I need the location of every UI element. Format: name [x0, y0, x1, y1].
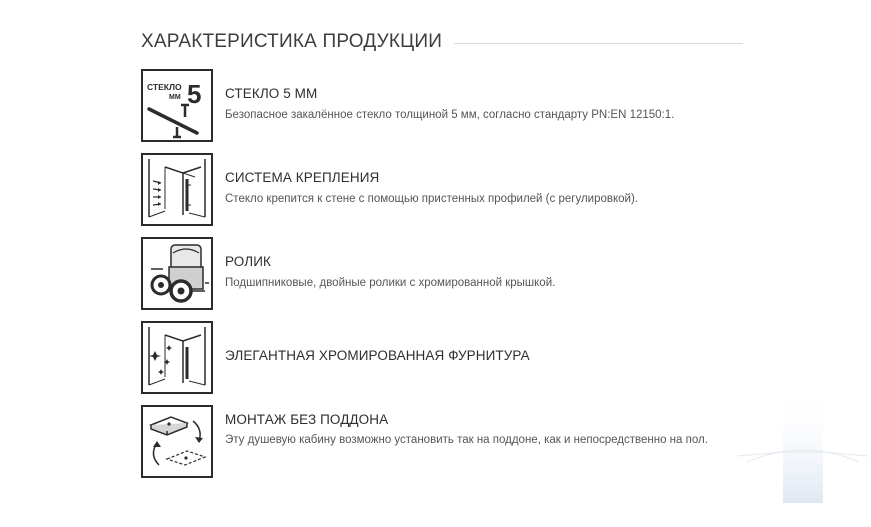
feature-text	[225, 86, 746, 124]
feature-description: Эту душевую кабину возможно установить так на поддоне, как и непосредственно на пол.	[225, 434, 708, 446]
feature-title: СТЕКЛО 5 ММ	[225, 86, 318, 101]
feature-item-glass	[141, 69, 746, 142]
section-header	[141, 30, 743, 54]
icon-label-glass: СТЕКЛО	[147, 82, 182, 92]
roller-icon	[141, 237, 213, 310]
feature-description: Стекло крепится к стене с помощью пристенных профилей (с регулировкой).	[225, 193, 638, 205]
icon-label-unit: ММ	[169, 94, 181, 101]
header-divider	[454, 43, 743, 44]
feature-text	[225, 170, 746, 208]
feature-text	[225, 348, 746, 363]
feature-item-no-tray	[141, 405, 746, 478]
watermark-logo	[737, 388, 867, 527]
icon-label-value: 5	[187, 79, 202, 109]
feature-description: Подшипниковые, двойные ролики с хромированной крышкой.	[225, 277, 556, 289]
section-title: ХАРАКТЕРИСТИКА ПРОДУКЦИИ	[141, 31, 443, 52]
feature-description: Безопасное закалённое стекло толщиной 5 мм, согласно стандарту PN:EN 12150:1.	[225, 109, 675, 121]
feature-title: РОЛИК	[225, 254, 271, 269]
no-tray-installation-icon	[141, 405, 213, 478]
feature-title: ЭЛЕГАНТНАЯ ХРОМИРОВАННАЯ ФУРНИТУРА	[225, 348, 530, 363]
feature-text	[225, 254, 746, 292]
glass-thickness-icon	[141, 69, 213, 142]
feature-item-chrome-fittings	[141, 321, 746, 394]
feature-item-roller	[141, 237, 746, 310]
mounting-system-icon	[141, 153, 213, 226]
feature-text	[225, 412, 746, 449]
chrome-fittings-icon	[141, 321, 213, 394]
feature-title: МОНТАЖ БЕЗ ПОДДОНА	[225, 412, 389, 427]
feature-item-mounting	[141, 153, 746, 226]
feature-title: СИСТЕМА КРЕПЛЕНИЯ	[225, 170, 380, 185]
